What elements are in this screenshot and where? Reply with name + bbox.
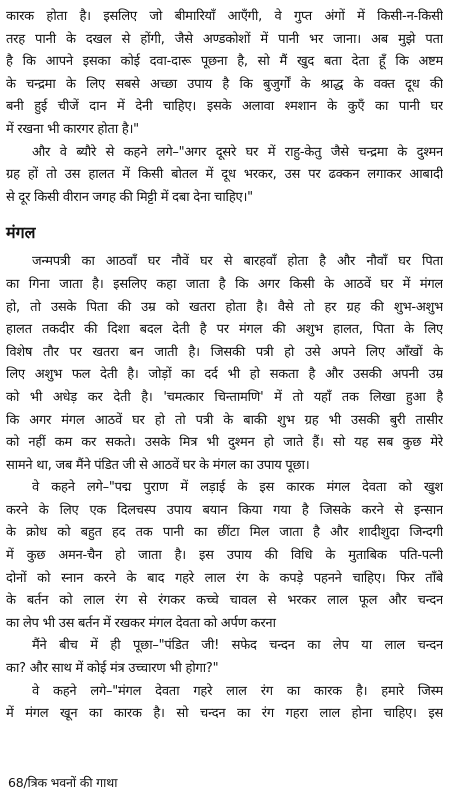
paragraph — [6, 251, 443, 477]
paragraph — [6, 142, 443, 210]
text-line: सामने था, जब मैंने पंडित जी से आठवें घर के मंगल का उपाय पूछा। — [6, 457, 310, 473]
paragraph — [6, 6, 443, 142]
text-line: और वे ब्यौरे से कहने लगे–"अगर दूसरे घर में राहु-केतु जैसे चन्द्रमा के दुश्मन — [32, 144, 443, 160]
text-line: मैंने बीच में ही पूछा–"पंडित जी! सफेद चन्दन का लेप या लाल चन्दन — [32, 638, 443, 654]
section-heading: मंगल — [6, 223, 36, 243]
text-line: लिए अशुभ फल देती है। जोड़ों का दर्द भी हो सकता है और उसकी अपनी उम्र — [6, 367, 443, 383]
page-body — [6, 6, 443, 726]
text-line: से दूर किसी वीरान जगह की मिट्टी में दबा देना चाहिए।" — [6, 189, 253, 205]
paragraph — [6, 635, 443, 680]
paragraph — [6, 477, 443, 635]
page-footer: 68/त्रिक भवनों की गाथा — [8, 775, 118, 790]
text-line: के बर्तन को लाल रंग से रंगकर कच्चे चावल से भरकर लाल फूल और चन्दन — [6, 593, 443, 609]
text-line: का? और साथ में कोई मंत्र उच्चारण भी होगा?" — [6, 661, 219, 677]
text-line: बनी हुई चीजें दान में देनी चाहिए। इसके अलावा श्मशान के कुएँ का पानी घर — [6, 99, 443, 115]
text-line: में मंगल खून का कारक है। सो चन्दन का रंग गहरा लाल होना चाहिए। इस — [6, 706, 443, 722]
text-line: वे कहने लगे–"पद्म पुराण में लड़ाई के इस कारक मंगल देवता को खुश — [32, 480, 443, 496]
text-line: हालत तकदीर की दिशा बदल देती है पर मंगल की अशुभ हालत, पिता के लिए — [6, 322, 443, 338]
text-line: के क्रोध को बहुत हद तक पानी का छींटा मिल जाता है और शादीशुदा जिन्दगी — [6, 525, 443, 541]
text-line: हो, तो उसके पिता की उम्र को खतरा होता है। वैसे तो हर ग्रह की शुभ-अशुभ — [6, 299, 443, 315]
text-line: में रखना भी कारगर होता है।" — [6, 121, 139, 137]
text-line: करने के लिए एक दिलचस्प उपाय बयान किया गया है जिसके करने से इन्सान — [6, 502, 443, 518]
text-line: दोनों को स्नान करने के बाद गहरे लाल रंग के कपड़े पहनने चाहिए। फिर ताँबे — [6, 570, 443, 586]
text-line: है कि आपने इसका कोई दवा-दारू पूछना है, सो मैं खुद बता देता हूँ कि अष्टम — [6, 54, 443, 70]
text-line: के चन्द्रमा के लिए सबसे अच्छा उपाय है कि बुजुर्गों के श्राद्ध के वक्त दूध की — [6, 76, 443, 92]
text-line: कारक होता है। इसलिए जो बीमारियाँ आएँगी, वे गुप्त अंगों में किसी-न-किसी — [6, 9, 443, 24]
text-line: में कुछ अमन-चैन हो जाता है। इस उपाय की विधि के मुताबिक पति-पत्नी — [6, 548, 443, 564]
text-line: जन्मपत्री का आठवाँ घर नौवें घर से बारहवाँ होता है और नौवाँ घर पिता — [32, 254, 443, 270]
text-line: वे कहने लगे–"मंगल देवता गहरे लाल रंग का कारक है। हमारे जिस्म — [32, 683, 443, 699]
text-line: का लेप भी उस बर्तन में रखकर मंगल देवता को अर्पण करना — [6, 615, 276, 631]
text-line: ग्रह हों तो उस हालत में किसी बोतल में दूध भरकर, उस पर ढक्कन लगाकर आबादी — [6, 167, 443, 183]
text-line: का गिना जाता है। इसलिए कहा जाता है कि अगर किसी के आठवें घर में मंगल — [6, 276, 443, 292]
text-line: को नहीं कम कर सकते। उसके मित्र भी दुश्मन हो जाते हैं। सो यह सब कुछ मेरे — [6, 435, 443, 451]
text-line: तरह पानी के दखल से होंगी, जैसे अण्डकोशों में पानी भर जाना। अब मुझे पता — [6, 31, 443, 47]
text-line: कि अगर मंगल आठवें घर हो तो पत्री के बाकी शुभ ग्रह भी उसकी बुरी तासीर — [6, 412, 443, 428]
text-line: को भी अधेड़ कर देती है। 'चमत्कार चिन्तामणि' में तो यहाँ तक लिखा हुआ है — [6, 389, 443, 405]
paragraph — [6, 681, 443, 726]
text-line: विशेष तौर पर खतरा बन जाती है। जिसकी पत्री हो उसे अपने लिए आँखों के — [6, 344, 443, 360]
